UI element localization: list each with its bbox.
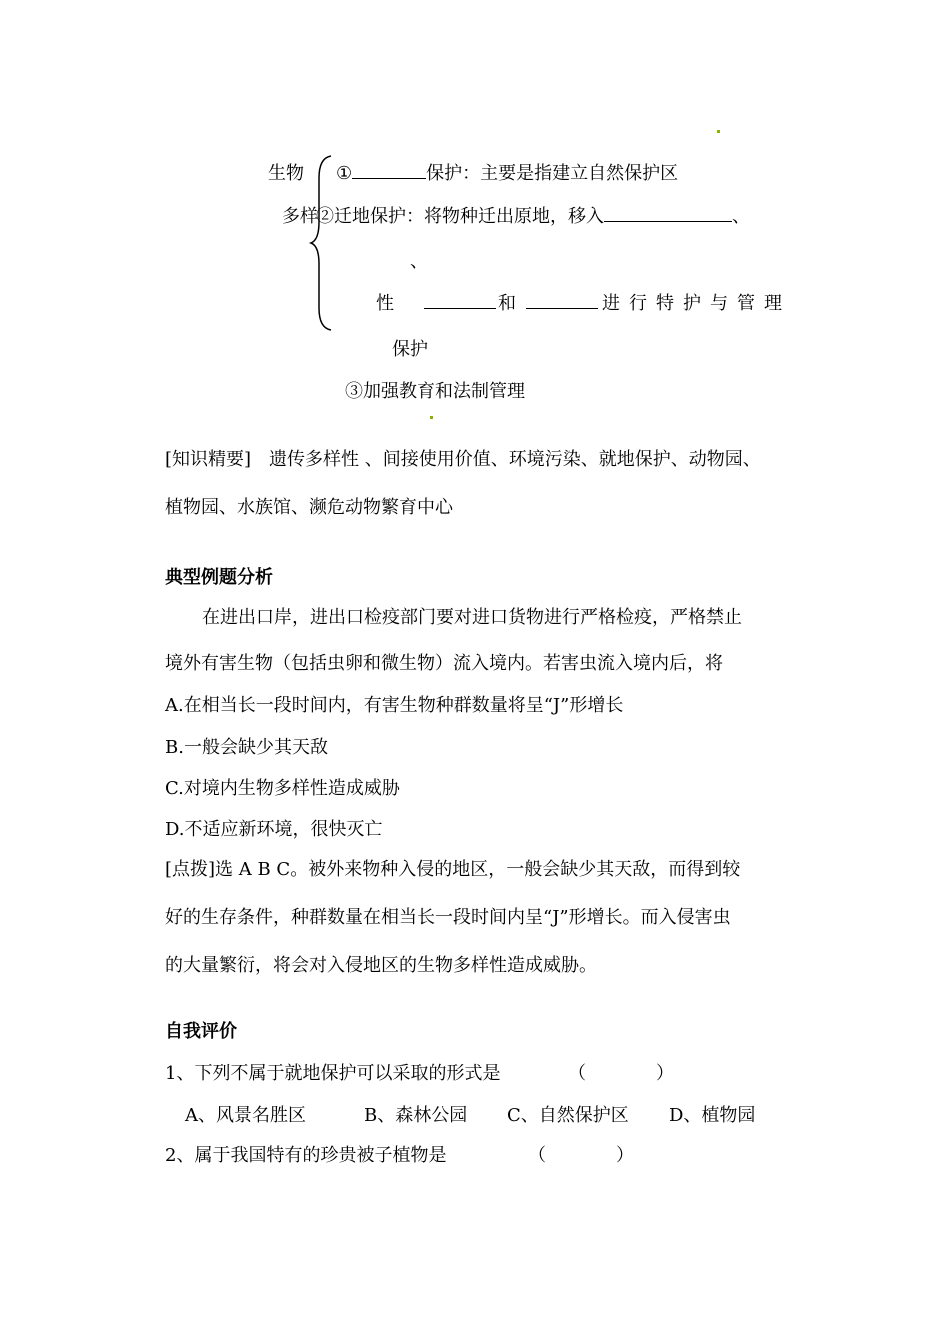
hint-line-2: 好的生存条件，种群数量在相当长一段时间内呈“J”形增长。而入侵害虫 [165,907,731,928]
option-a: A.在相当长一段时间内，有害生物种群数量将呈“J”形增长 [165,695,624,716]
question-1: 1、下列不属于就地保护可以采取的形式是 [165,1063,501,1084]
option-d: D.不适应新环境，很快灭亡 [165,819,383,840]
fill-blank [352,162,426,179]
question-2: 2、属于我国特有的珍贵被子植物是 [165,1145,447,1166]
question-1-paren-open: （ [568,1063,586,1084]
outline-item-2-cont [424,292,791,316]
question-line-2: 境外有害生物（包括虫卵和微生物）流入境内。若害虫流入境内后，将 [165,653,723,674]
fill-blank [526,292,598,309]
outline-label-4: 保护 [392,339,428,360]
knowledge-text-1: 遗传多样性 、间接使用价值、环境污染、就地保护、动物园、 [269,449,761,470]
knowledge-label: [知识精要] [165,449,252,470]
outline-label-2: 多样 [282,206,318,227]
item1-text: 保护：主要是指建立自然保护区 [426,163,679,184]
option-b: B.一般会缺少其天敌 [165,737,328,758]
outline-item-1 [336,162,678,186]
item2-and: 和 [498,293,516,314]
outline-item-2-dash: 、 [410,251,428,272]
hint-line-1: [点拨]选 A B C。被外来物种入侵的地区，一般会缺少其天敌，而得到较 [165,859,741,880]
fill-blank [604,205,732,222]
item1-prefix: ① [336,163,353,184]
outline-label-3: 性 [376,293,394,314]
item2-text: ②迁地保护：将物种迁出原地，移入 [316,206,604,227]
outline-item-2 [316,205,750,229]
fill-blank [424,292,496,309]
knowledge-line-2: 植物园、水族馆、濒危动物繁育中心 [165,497,453,518]
question-line-1: 在进出口岸，进出口检疫部门要对进口货物进行严格检疫，严格禁止 [202,607,742,628]
hint-line-3: 的大量繁衍，将会对入侵地区的生物多样性造成威胁。 [165,955,597,976]
outline-label-1: 生物 [268,163,304,184]
outline-item-3: ③加强教育和法制管理 [345,381,525,402]
q1-option-c: C、自然保护区 [507,1105,629,1126]
item2-tail: 进行特护与管理 [602,293,791,314]
decorative-dot [717,130,720,133]
q1-option-a: A、风景名胜区 [185,1105,306,1126]
knowledge-line-1 [165,448,761,472]
q1-option-d: D、植物园 [669,1105,756,1126]
q1-option-b: B、森林公园 [364,1105,468,1126]
self-eval-heading: 自我评价 [165,1021,237,1042]
left-brace-icon [305,154,335,332]
question-2-paren-close: ） [616,1145,634,1166]
question-1-paren-close: ） [656,1063,674,1084]
question-2-paren-open: （ [528,1145,546,1166]
decorative-dot [430,416,433,419]
example-heading: 典型例题分析 [165,567,273,588]
option-c: C.对境内生物多样性造成威胁 [165,778,400,799]
item2-end: 、 [732,206,750,227]
